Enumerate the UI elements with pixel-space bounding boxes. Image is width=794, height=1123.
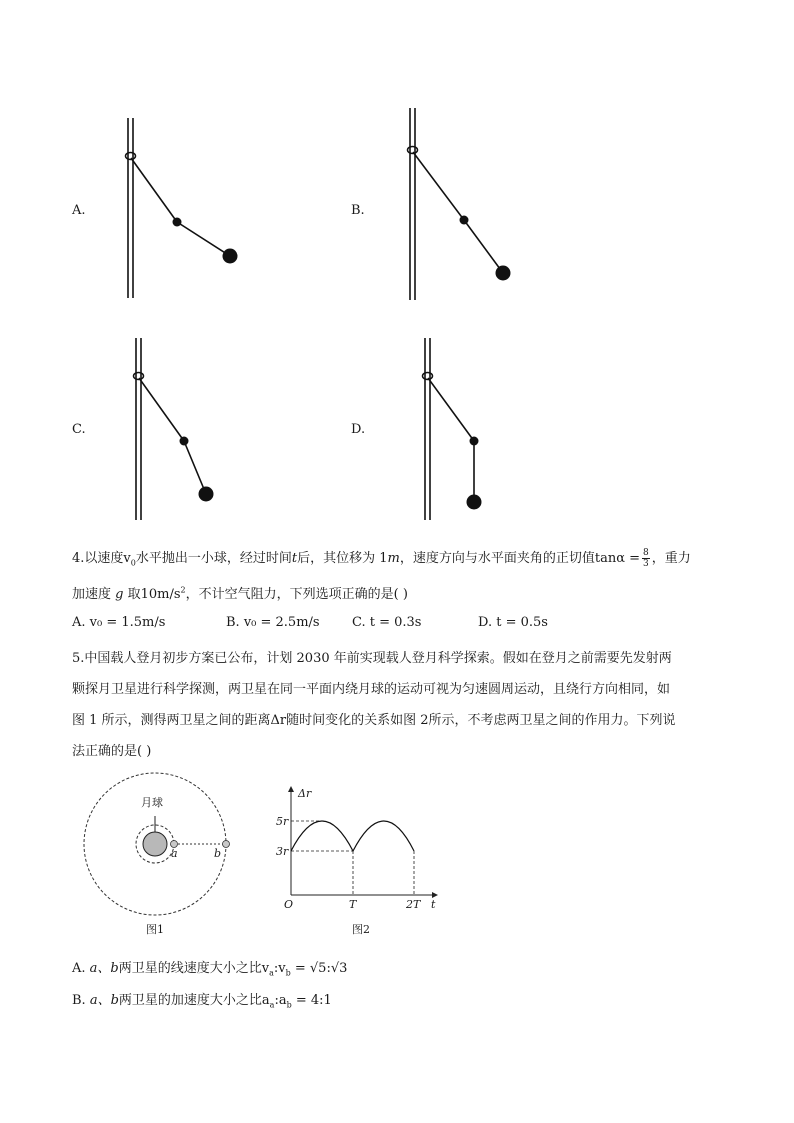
y-axis-label: Δr (298, 787, 312, 800)
satellite-b-label: b (214, 847, 222, 860)
figure-2-caption: 图2 (352, 923, 370, 936)
tick-5r: 5r (276, 815, 289, 828)
x-axis-label: t (431, 898, 436, 911)
q4-option-a[interactable]: A. v₀ = 1.5m/s (72, 615, 166, 630)
q4-option-d[interactable]: D. t = 0.5s (478, 615, 548, 630)
tick-T: T (349, 898, 357, 911)
option-b-label: B. (351, 203, 365, 218)
option-d-diagram (417, 338, 517, 523)
q4-option-c[interactable]: C. t = 0.3s (352, 615, 422, 630)
figure-2-graph (280, 785, 440, 905)
tan-fraction: $\frac{8}{3}$ (643, 548, 649, 569)
tick-3r: 3r (276, 845, 289, 858)
moon-label: 月球 (141, 796, 163, 809)
option-b-diagram (402, 108, 532, 303)
option-a-diagram (120, 118, 250, 303)
q5-line-1: 5.中国载人登月初步方案已公布，计划 2030 年前实现载人登月科学探索。假如在登月之前需要先发射两 (72, 651, 672, 666)
satellite-a-label: a (171, 847, 178, 860)
q5-option-a[interactable]: A. a、b两卫星的线速度大小之比$v_a:v_b$ = √5:√3 (72, 961, 348, 978)
q5-line-3: 图 1 所示，测得两卫星之间的距离Δr随时间变化的关系如图 2所示，不考虑两卫星之间的作用力。下列说 (72, 713, 676, 728)
tick-2T: 2T (406, 898, 421, 911)
option-c-label: C. (72, 422, 86, 437)
delta-r-curve (291, 821, 414, 851)
q4-line-1: 4.以速度$v_0$水平抛出一小球，经过时间t后，其位移为 1m，速度方向与水平面夹角的正切值tanα = $\frac{8}{3}$ ，重力 (72, 548, 691, 569)
figure-1-caption: 图1 (146, 923, 164, 936)
q5-option-b[interactable]: B. a、b两卫星的加速度大小之比$a_a:a_b$ = 4:1 (72, 993, 332, 1010)
q4-line-2: 加速度 g 取$10m/s^2$，不计空气阻力，下列选项正确的是( ) (72, 585, 408, 602)
option-c-diagram (128, 338, 258, 523)
figure-1-orbits (78, 770, 248, 920)
q5-line-2: 颗探月卫星进行科学探测，两卫星在同一平面内绕月球的运动可视为匀速圆周运动，且绕行方向相同，如 (72, 682, 671, 697)
option-d-label: D. (351, 422, 366, 437)
option-a-label: A. (72, 203, 86, 218)
origin-label: O (284, 898, 294, 911)
q4-option-b[interactable]: B. v₀ = 2.5m/s (226, 615, 320, 630)
q5-line-4: 法正确的是( ) (72, 744, 152, 759)
